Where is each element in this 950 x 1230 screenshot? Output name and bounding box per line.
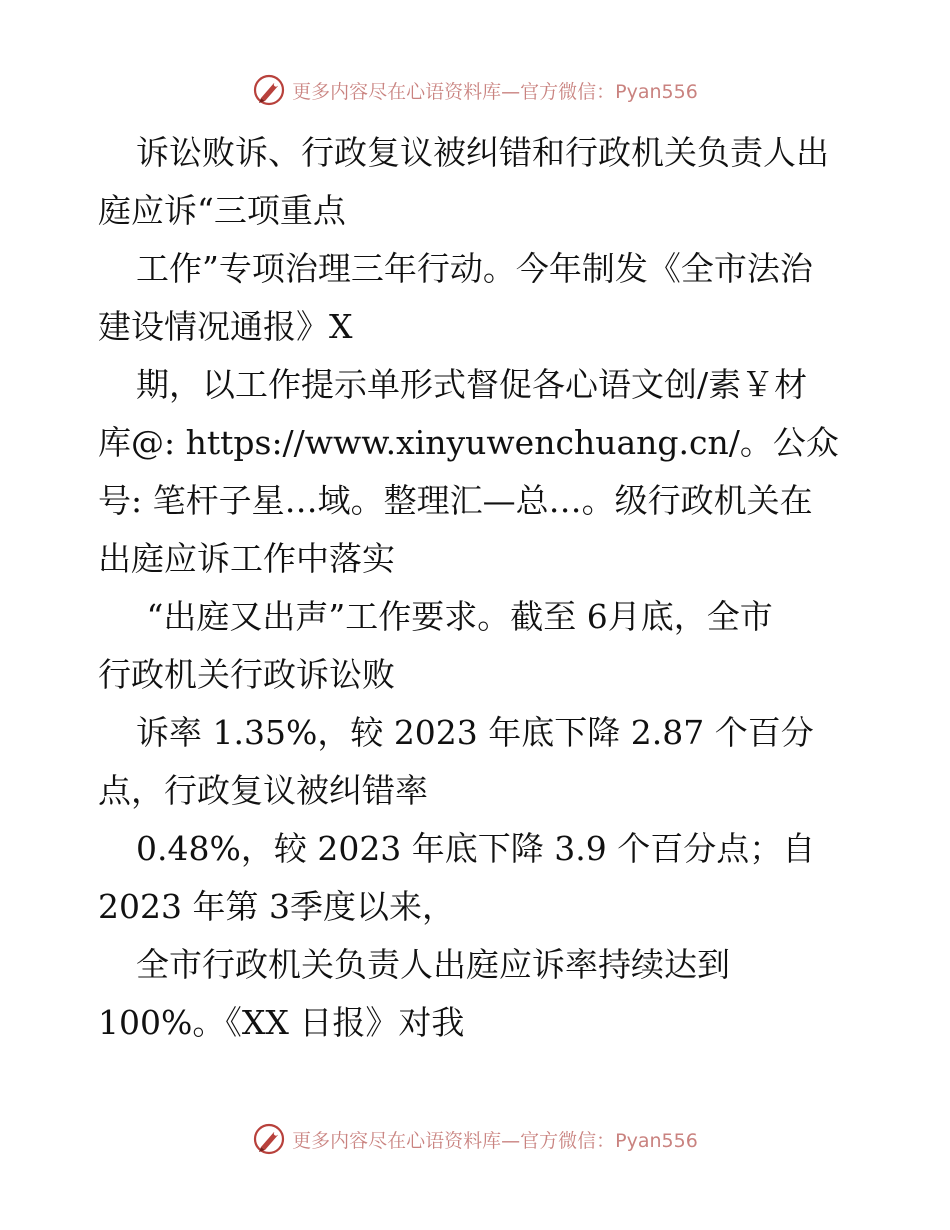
- text-line: 庭应诉“三项重点: [98, 191, 346, 230]
- text-line: 2023 年第 3季度以来，: [98, 887, 455, 926]
- text-line: 行政机关行政诉讼败: [98, 655, 395, 694]
- text-line: 诉率 1.35%，较 2023 年底下降 2.87 个百分: [136, 713, 814, 752]
- watermark-group: [252, 1122, 698, 1156]
- watermark-group: [252, 73, 698, 107]
- footer-watermark: [0, 1119, 950, 1159]
- text-line: 诉讼败诉、行政复议被纠错和行政机关负责人出: [136, 133, 829, 172]
- text-line: 100%。《XX 日报》对我: [98, 1003, 465, 1042]
- text-line: 出庭应诉工作中落实: [98, 539, 395, 578]
- document-body: [98, 124, 858, 1052]
- text-line: 期，以工作提示单形式督促各心语文创/素￥材: [136, 365, 808, 404]
- text-line: 号: 笔杆子星…域。整理汇—总…。级行政机关在: [98, 481, 813, 520]
- text-line: 建设情况通报》X: [98, 307, 353, 346]
- text-line: 工作”专项治理三年行动。今年制发《全市法治: [136, 249, 813, 288]
- watermark-text: 更多内容尽在心语资料库—官方微信：Pyan556: [292, 80, 698, 103]
- text-line: 全市行政机关负责人出庭应诉率持续达到: [136, 945, 730, 984]
- header-watermark: [0, 70, 950, 110]
- text-line: 点，行政复议被纠错率: [98, 771, 428, 810]
- pen-logo-icon: [252, 1122, 286, 1156]
- text-line: “出庭又出声”工作要求。截至 6月底，全市: [136, 597, 773, 636]
- text-line: 0.48%，较 2023 年底下降 3.9 个百分点；自: [136, 829, 816, 868]
- pen-logo-icon: [252, 73, 286, 107]
- text-line: 库@: https://www.xinyuwenchuang.cn/。公众: [98, 423, 839, 462]
- watermark-text: 更多内容尽在心语资料库—官方微信：Pyan556: [292, 1129, 698, 1152]
